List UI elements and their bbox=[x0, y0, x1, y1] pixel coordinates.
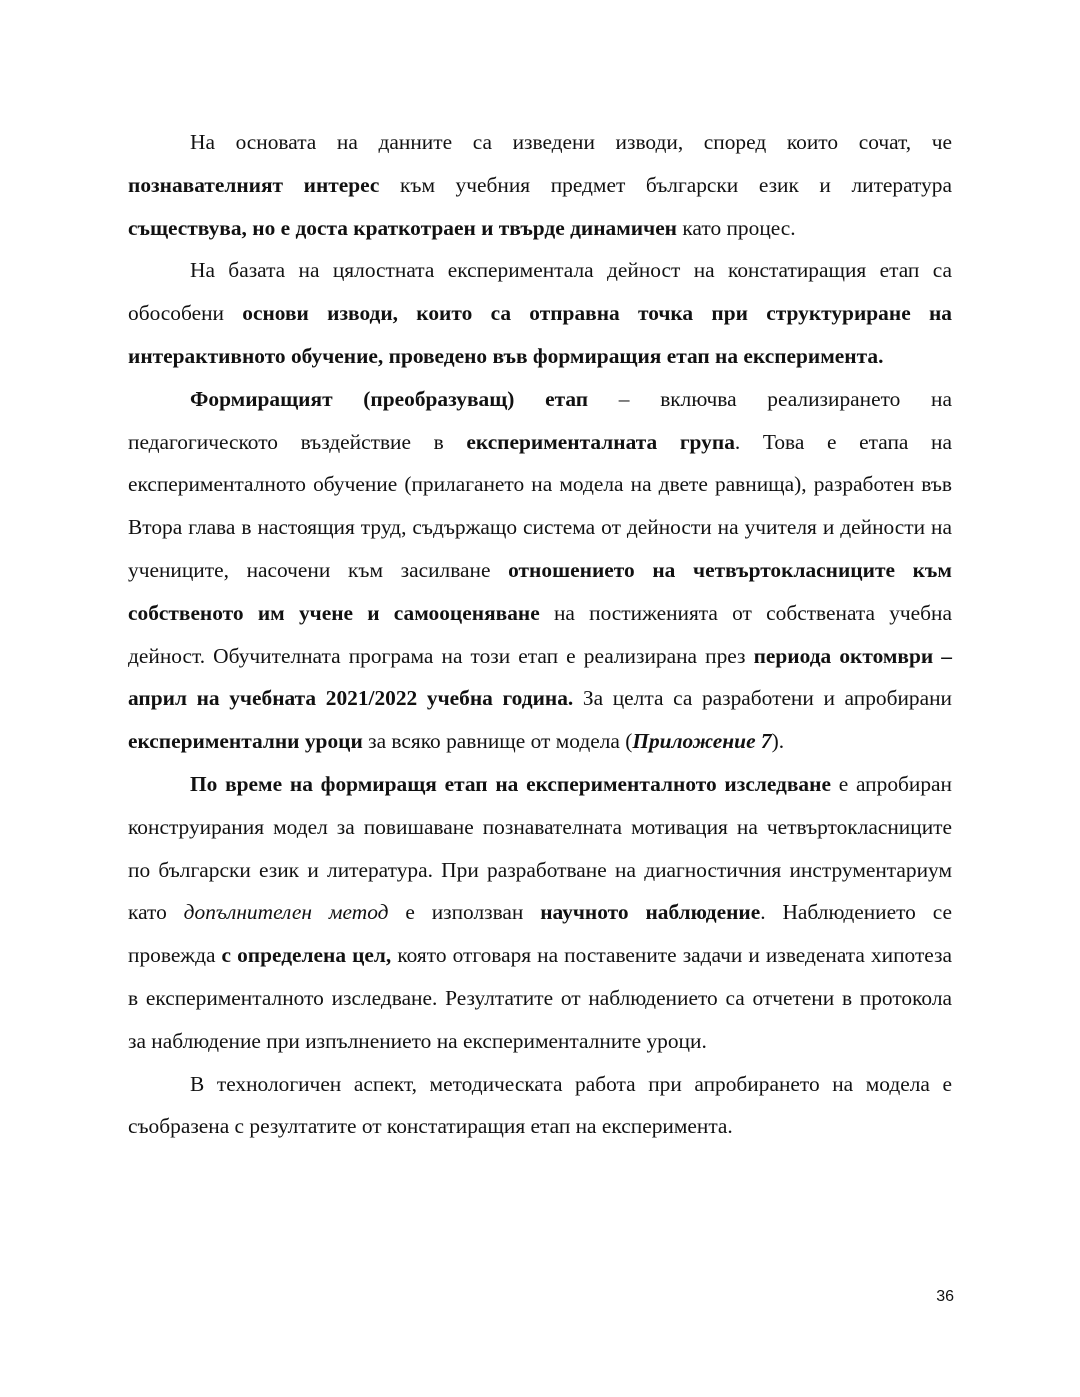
document-body bbox=[128, 121, 952, 1148]
bold-text-run: съществува, но е доста краткотраен и твърде динамичен bbox=[128, 215, 678, 240]
bold-text-run: периода октомври – април на учебната 2021/2022 учебна година. bbox=[128, 643, 953, 711]
page-number: 36 bbox=[936, 1288, 954, 1305]
text-run: На основата на данните са изведени изводи, според които сочат, че bbox=[190, 130, 952, 154]
bold-text-run: познавателният интерес bbox=[128, 172, 380, 197]
bold-text-run: основи изводи, които са отправна точка при структуриране на интерактивното обучение, проведено във формиращия етап на експеримента. bbox=[128, 301, 952, 368]
text-run: е използван bbox=[388, 900, 541, 925]
bold-text-run: По време на формиращя етап на експерименталното изследване bbox=[190, 771, 831, 796]
paragraph bbox=[128, 378, 952, 763]
text-run: В технологичен аспект, методическата работа при апробирането на модела е съобразена с резултатите от констатиращия етап на експеримента. bbox=[128, 1071, 952, 1139]
bold-text-run: научното наблюдение bbox=[540, 900, 761, 925]
text-run: която отговаря на поставените задачи и изведената хипотеза в експерименталното изследване. Резултатите от наблюдението са отчетени в протокола за наблюдение при изпълнението на експерименталните уроци. bbox=[128, 943, 952, 1053]
text-run: към учебния предмет български език и литература bbox=[379, 172, 952, 197]
bold-text-run: Формиращият (преобразуващ) етап bbox=[190, 386, 589, 411]
text-run: . Наблюдението се провежда bbox=[128, 900, 953, 968]
text-run: – включва реализирането на педагогическото въздействие в bbox=[128, 386, 952, 454]
text-run: на постиженията от собствената учебна дейност. Обучителната програма на този етап е реализирана през bbox=[128, 600, 953, 668]
text-run: За целта са разработени и апробирани bbox=[573, 686, 953, 711]
bold-text-run: с определена цел, bbox=[221, 943, 392, 968]
paragraph bbox=[128, 1063, 952, 1149]
paragraph bbox=[128, 121, 952, 249]
italic-text-run: допълнителен метод bbox=[183, 900, 389, 925]
bold-text-run: експериментални уроци bbox=[128, 729, 363, 754]
text-run: за всяко равнище от модела ( bbox=[362, 729, 633, 754]
paragraph bbox=[128, 763, 952, 1063]
text-run: е апробиран конструирания модел за повишаване познавателната мотивация на четвъртокласниците по български език и литература. При разработване на диагностичния инструментариум като bbox=[128, 771, 952, 925]
text-run: като процес. bbox=[677, 215, 796, 240]
bold-text-run: отношението на четвъртокласниците към собственото им учене и самооценяване bbox=[128, 557, 952, 625]
text-run: ). bbox=[771, 729, 785, 754]
bold-italic-text-run: Приложение 7 bbox=[632, 729, 772, 754]
bold-text-run: експерименталната група bbox=[466, 429, 735, 454]
paragraph bbox=[128, 249, 952, 377]
text-run: . Това е етапа на експерименталното обучение (прилагането на модела на двете равнища), разработен във Втора глава в настоящия труд, съдържащо система от дейности на учителя и дейности на учениците, насочени към засилване bbox=[128, 429, 952, 582]
text-run: На базата на цялостната експериментала дейност на констатиращия етап са обособени bbox=[128, 258, 952, 326]
